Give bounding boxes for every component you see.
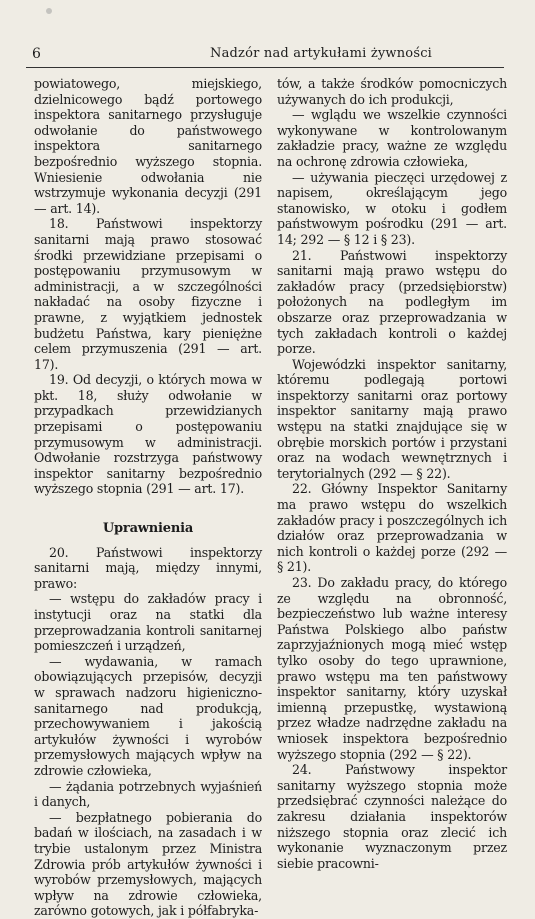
list-item-sampling: — bezpłatnego pobierania do badań w ilościach, na zasadach i w trybie ustalonym przez Ministra Zdrowia prób artykułów żywności i wyrobów przemysłowych, mających wpływ na zdrowie człowieka, zarówno gotowych, jak i półfabryka-: [34, 809, 262, 919]
page-number: 6: [32, 46, 41, 62]
paragraph-voivodeship: Wojewódzki inspektor sanitarny, któremu podlegają portowi inspektorzy sanitarni oraz portowy inspektor sanitarny mają prawo wstępu na statki znajdujące się w obrębie morskich portów i przystani oraz na wodach wewnętrznych i terytorialnych (292 — § 22).: [277, 356, 507, 481]
list-item-seal: — używania pieczęci urzędowej z napisem, określającym jego stanowisko, w otoku i godłem państwowym pośrodku (291 — art. 14; 292 — § 12 i § 23).: [277, 169, 507, 247]
paragraph-19: 19. Od decyzji, o których mowa w pkt. 18, służy odwołanie w przypadkach przewidzianych przepisami o postępowaniu przymusowym w administracji. Odwołanie rozstrzyga państwowy inspektor sanitarny bezpośrednio wyższego stopnia (291 — art. 17).: [34, 372, 262, 497]
paragraph-18: 18. Państwowi inspektorzy sanitarni mają prawo stosować środki przewidziane przepisami o postępowaniu przymusowym w administracji, a w szczególności nakładać na osoby fizyczne i prawne, z wyjątkiem jednostek budżetu Państwa, kary pieniężne celem przymuszenia (291 — art. 17).: [34, 216, 262, 372]
paragraph-24: 24. Państwowy inspektor sanitarny wyższego stopnia może przedsiębrać czynności należące do zakresu działania inspektorów niższego stopnia oraz zlecić ich wykonanie wyznaczonym przez siebie pracowni-: [277, 762, 507, 871]
list-item-entry-right: — wstępu do zakładów pracy i instytucji oraz na statki dla przeprowadzania kontroli sanitarnej pomieszczeń i urządzeń,: [34, 591, 262, 654]
header-rule: [26, 67, 504, 68]
paper-mark: [46, 8, 52, 14]
running-title: Nadzór nad artykułami żywności: [210, 46, 433, 61]
paragraph-23: 23. Do zakładu pracy, do którego ze względu na obronność, bezpieczeństwo lub ważne interesy Państwa Polskiego albo państw zaprzyjaźnionych mogą mieć wstęp tylko osoby do tego uprawnione, prawo wstępu ma ten państwowy inspektor sanitarny, który uzyskał imienną przepustkę, wystawioną przez władze nadrzędne zakładu na wniosek inspektora bezpośrednio wyższego stopnia (292 — § 22).: [277, 575, 507, 762]
list-item-insight: — wglądu we wszelkie czynności wykonywane w kontrolowanym zakładzie pracy, ważne ze względu na ochronę zdrowia człowieka,: [277, 107, 507, 169]
paragraph-20: 20. Państwowi inspektorzy sanitarni mają, między innymi, prawo:: [34, 544, 262, 591]
section-heading: Uprawnienia: [102, 521, 194, 537]
paragraph-21: 21. Państwowi inspektorzy sanitarni mają prawo wstępu do zakładów pracy (przedsiębiorstw) położonych na podległym im obszarze oraz przeprowadzania w tych zakładach kontroli o każdej porze.: [277, 247, 507, 357]
list-item-decisions: — wydawania, w ramach obowiązujących przepisów, decyzji w sprawach nadzoru higieniczno-sanitarnego nad produkcją, przechowywaniem i jakością artykułów żywności i wyrobów przemysłowych mających wpływ na zdrowie człowieka,: [34, 653, 262, 778]
right-column: [277, 76, 507, 871]
page-header: [30, 44, 505, 64]
left-column: [34, 76, 262, 919]
paragraph-continuation-right: tów, a także środków pomocniczych używanych do ich produkcji,: [277, 76, 507, 107]
list-item-explanations: — żądania potrzebnych wyjaśnień i danych,: [34, 778, 262, 810]
paragraph-22: 22. Główny Inspektor Sanitarny ma prawo wstępu do wszelkich zakładów pracy i poszczególnych ich działów oraz przeprowadzania w nich kontroli o każdej porze (292 — § 21).: [277, 481, 507, 575]
paragraph-continuation: powiatowego, miejskiego, dzielnicowego bądź portowego inspektora sanitarnego przysługuje odwołanie do państwowego inspektora sanitarnego bezpośrednio wyższego stopnia. Wniesienie odwołania nie wstrzymuje wykonania decyzji (291 — art. 14).: [34, 76, 262, 216]
